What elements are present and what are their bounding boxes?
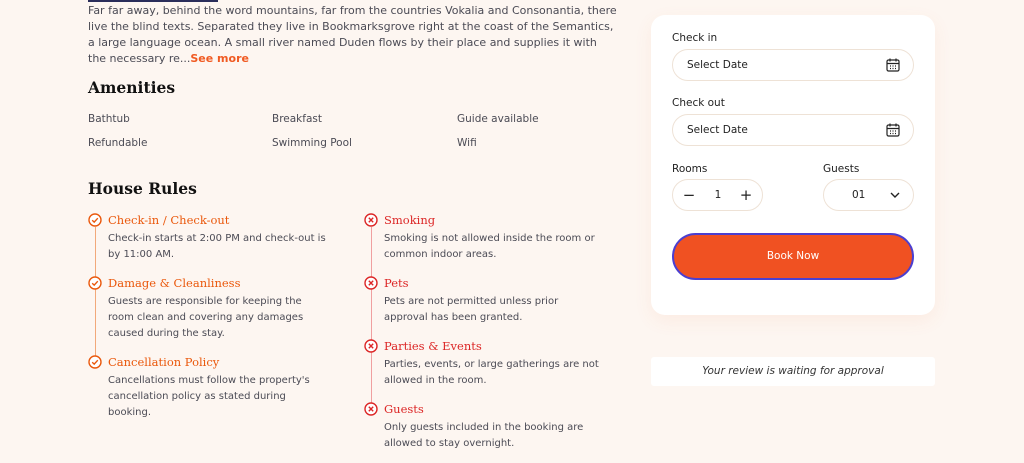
rule-guests [364, 401, 604, 452]
rule-text: Parties, events, or large gatherings are not allowed in the room. [384, 359, 599, 386]
guests-select[interactable] [823, 179, 914, 211]
amenity-refundable: Refundable [88, 137, 148, 149]
description-text: Far far away, behind the word mountains, far from the countries Vokalia and Consonantia, there live the blind texts. Separated they live in Bookmarksgrove right at the coast of the Semantics, a large language ocean. A small river named Duden flows by their place and supplies it with the necessary re... [88, 4, 617, 65]
rule-title: Check-in / Check-out [108, 213, 230, 227]
x-circle-icon [364, 402, 378, 416]
rule-title: Parties & Events [384, 339, 482, 353]
rooms-stepper [672, 179, 763, 211]
check-circle-icon [88, 213, 102, 227]
check-in-value: Select Date [687, 59, 748, 71]
rule-title: Smoking [384, 213, 436, 227]
rule-text: Cancellations must follow the property's cancellation policy as stated during booking. [108, 375, 310, 418]
chevron-down-icon [889, 190, 901, 200]
rule-text: Check-in starts at 2:00 PM and check-out is by 11:00 AM. [108, 233, 326, 260]
check-out-date-field[interactable] [672, 114, 914, 146]
rule-smoking [364, 212, 604, 263]
amenity-swimming-pool: Swimming Pool [272, 137, 352, 149]
rule-pets [364, 275, 604, 326]
review-pending-notice: Your review is waiting for approval [651, 357, 935, 386]
check-out-value: Select Date [687, 124, 748, 136]
amenities-title: Amenities [88, 78, 176, 97]
check-in-label: Check in [672, 32, 718, 44]
rule-title: Damage & Cleanliness [108, 276, 241, 290]
rooms-decrement-button[interactable]: − [682, 186, 696, 204]
rooms-increment-button[interactable]: + [739, 186, 753, 204]
rule-text: Pets are not permitted unless prior approval has been granted. [384, 296, 559, 323]
house-rules-title: House Rules [88, 179, 197, 198]
x-circle-icon [364, 339, 378, 353]
rule-title: Guests [384, 402, 424, 416]
guests-value: 01 [852, 189, 866, 201]
top-accent-line [88, 0, 218, 2]
amenity-wifi: Wifi [457, 137, 477, 149]
check-in-date-field[interactable] [672, 49, 914, 81]
x-circle-icon [364, 213, 378, 227]
rooms-label: Rooms [672, 163, 708, 175]
check-circle-icon [88, 276, 102, 290]
amenity-bathtub: Bathtub [88, 113, 130, 125]
check-out-label: Check out [672, 97, 725, 109]
book-now-button[interactable]: Book Now [672, 233, 914, 280]
rule-title: Pets [384, 276, 409, 290]
calendar-icon[interactable] [885, 122, 901, 138]
rule-text: Guests are responsible for keeping the room clean and covering any damages caused during the stay. [108, 296, 304, 339]
guests-label: Guests [823, 163, 860, 175]
see-more-link[interactable]: See more [190, 52, 249, 65]
calendar-icon[interactable] [885, 57, 901, 73]
rule-cancellation-policy [88, 354, 328, 421]
rooms-value: 1 [714, 189, 722, 201]
x-circle-icon [364, 276, 378, 290]
amenity-guide: Guide available [457, 113, 539, 125]
property-description [88, 3, 618, 67]
rule-parties-events [364, 338, 604, 389]
rule-text: Smoking is not allowed inside the room or common indoor areas. [384, 233, 595, 260]
rule-text: Only guests included in the booking are allowed to stay overnight. [384, 422, 584, 449]
amenity-breakfast: Breakfast [272, 113, 322, 125]
check-circle-icon [88, 355, 102, 369]
booking-card [651, 15, 935, 315]
rule-title: Cancellation Policy [108, 355, 220, 369]
rule-check-in-out [88, 212, 328, 263]
rule-damage-cleanliness [88, 275, 328, 342]
